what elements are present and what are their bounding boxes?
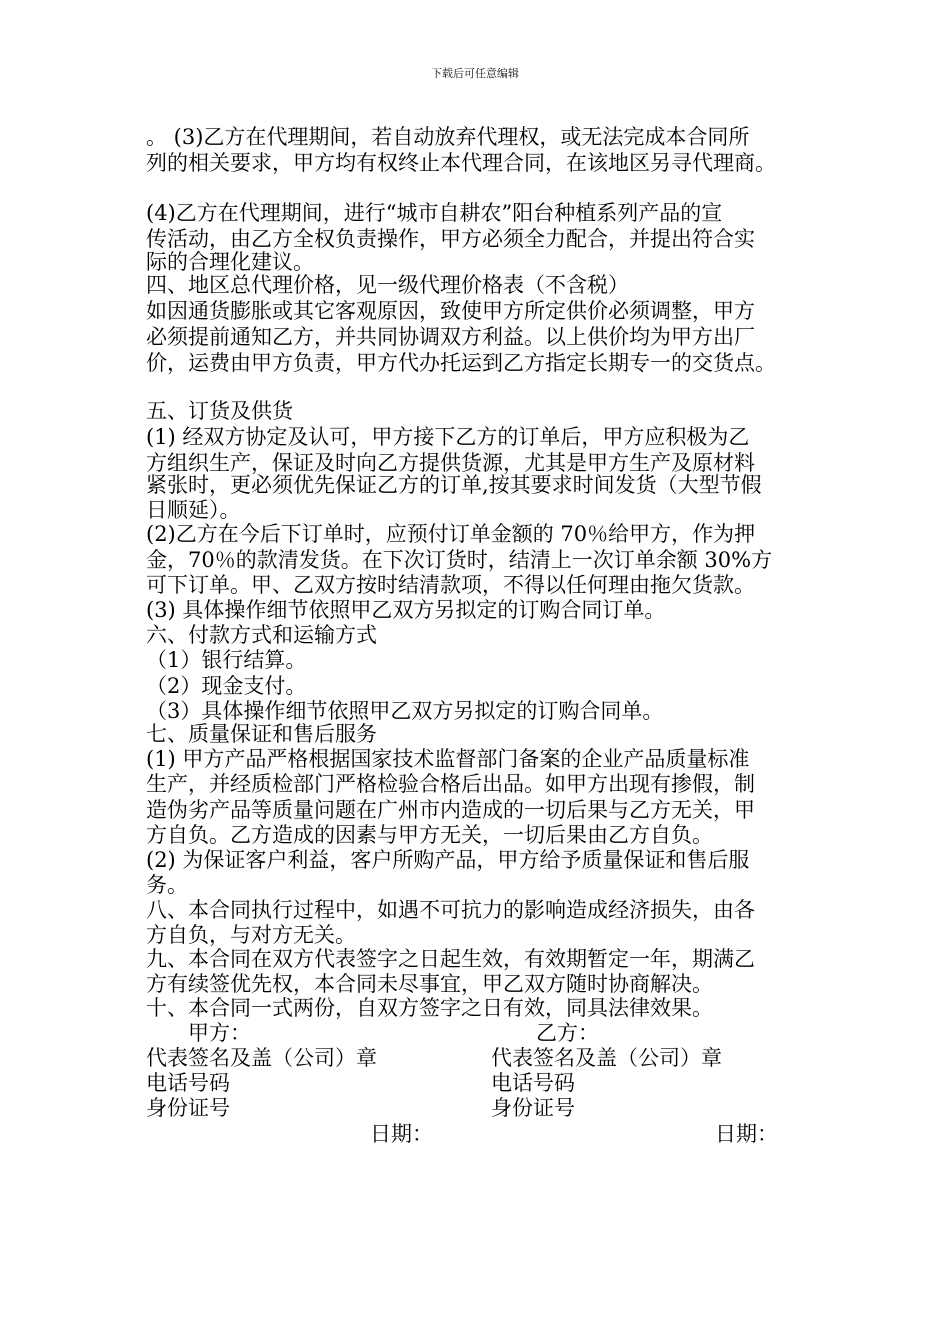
section-heading: 五、订货及供货 [146,399,293,423]
party-b-date-label: 日期： [715,1122,778,1146]
body-line: 日顺延）。 [146,498,241,522]
body-line: (1) 经双方协定及认可，甲方接下乙方的订单后，甲方应积极为乙 [146,425,750,449]
body-line: 方有续签优先权，本合同未尽事宜，甲乙双方随时协商解决。 [146,972,713,996]
body-line: 生产，并经质检部门严格检验合格后出品。如甲方出现有掺假，制 [146,772,755,796]
body-line: (2)乙方在今后下订单时，应预付订单金额的 70％给甲方，作为押 [146,522,756,546]
body-line: 方自负。乙方造成的因素与甲方无关，一切后果由乙方自负。 [146,823,713,847]
party-b-id-label: 身份证号 [491,1096,575,1120]
body-line: 必须提前通知乙方，并共同协调双方利益。以上供价均为甲方出厂 [146,325,755,349]
party-a-sign-label: 代表签名及盖（公司）章 [146,1046,377,1070]
body-line: 务。 [146,873,188,897]
party-b-phone-label: 电话号码 [491,1071,575,1095]
body-line: 方组织生产，保证及时向乙方提供货源，尤其是甲方生产及原材料 [146,451,755,475]
section-heading: 四、地区总代理价格，见一级代理价格表（不含税） [146,273,629,297]
body-line: 列的相关要求，甲方均有权终止本代理合同，在该地区另寻代理商。 [146,151,776,175]
body-line: 价，运费由甲方负责，甲方代办托运到乙方指定长期专一的交货点。 [146,351,776,375]
body-line: 。 (3)乙方在代理期间，若自动放弃代理权，或无法完成本合同所 [146,125,750,149]
body-line: 可下订单。甲、乙双方按时结清款项，不得以任何理由拖欠货款。 [146,573,755,597]
body-line: 金，70％的款清发货。在下次订货时，结清上一次订单余额 30%方 [146,548,773,572]
body-line: 际的合理化建议。 [146,250,314,274]
section-heading: 九、本合同在双方代表签字之日起生效，有效期暂定一年，期满乙 [146,947,755,971]
body-line: (3) 具体操作细节依照甲乙双方另拟定的订购合同订单。 [146,598,666,622]
body-line: （3）具体操作细节依照甲乙双方另拟定的订购合同单。 [146,699,664,723]
party-a-phone-label: 电话号码 [146,1071,230,1095]
body-line: (1) 甲方产品严格根据国家技术监督部门备案的企业产品质量标准 [146,747,750,771]
body-line: 如因通货膨胀或其它客观原因，致使甲方所定供价必须调整，甲方 [146,299,755,323]
body-line: (2) 为保证客户利益，客户所购产品，甲方给予质量保证和售后服 [146,848,750,872]
party-b-sign-label: 代表签名及盖（公司）章 [491,1046,722,1070]
body-line: （2）现金支付。 [146,674,307,698]
body-line: （1）银行结算。 [146,648,307,672]
section-heading: 十、本合同一式两份，自双方签字之日有效，同具法律效果。 [146,996,713,1020]
party-b-label: 乙方： [536,1021,599,1045]
section-heading: 六、付款方式和运输方式 [146,623,377,647]
body-line: (4)乙方在代理期间，进行“城市自耕农”阳台种植系列产品的宣 [146,201,723,225]
party-a-id-label: 身份证号 [146,1096,230,1120]
body-line: 紧张时，更必须优先保证乙方的订单,按其要求时间发货（大型节假 [146,473,762,497]
page-header: 下载后可任意编辑 [431,67,519,80]
party-a-label: 甲方： [188,1021,251,1045]
party-a-date-label: 日期： [370,1122,433,1146]
section-heading: 八、本合同执行过程中，如遇不可抗力的影响造成经济损失，由各 [146,898,755,922]
body-line: 造伪劣产品等质量问题在广州市内造成的一切后果与乙方无关，甲 [146,798,755,822]
body-line: 传活动，由乙方全权负责操作，甲方必须全力配合，并提出符合实 [146,227,755,251]
section-heading: 七、质量保证和售后服务 [146,722,377,746]
body-line: 方自负，与对方无关。 [146,923,356,947]
